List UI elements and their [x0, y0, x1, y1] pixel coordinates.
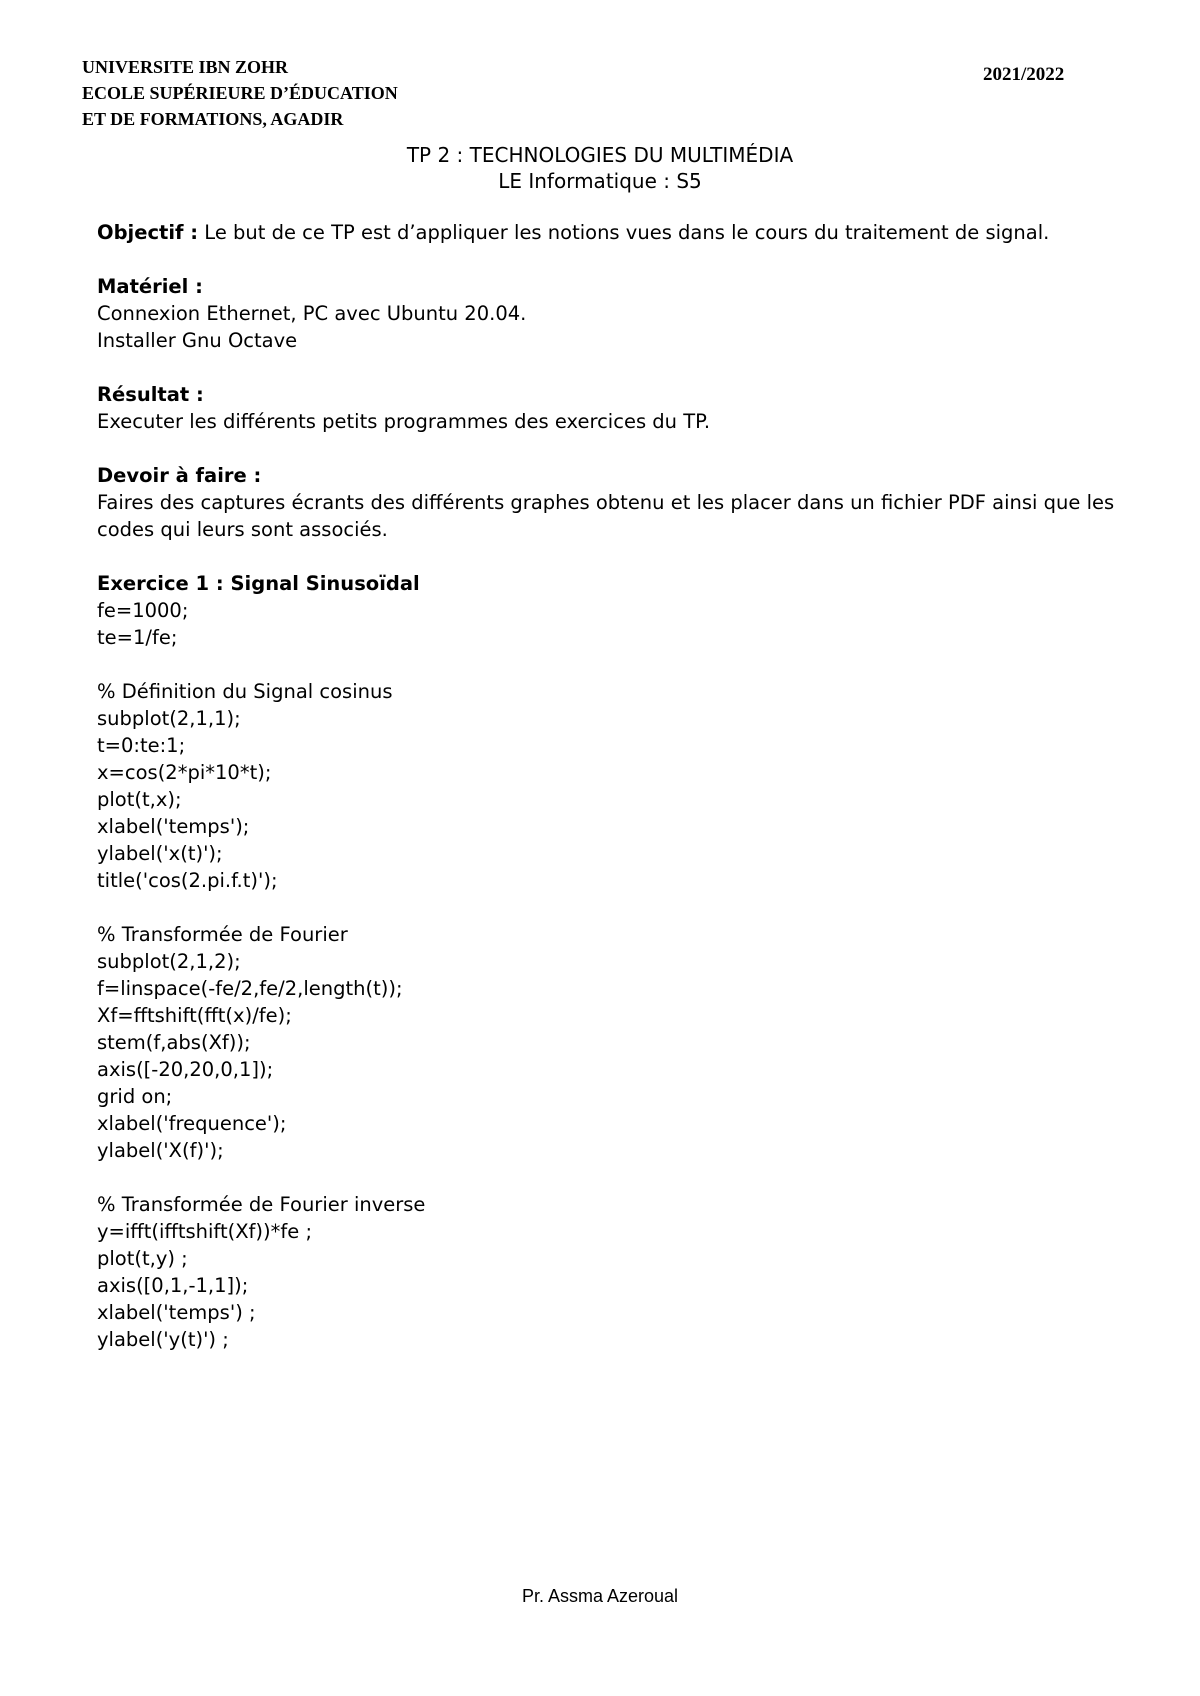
code-line: t=0:te:1;	[97, 734, 186, 757]
code-line: x=cos(2*pi*10*t);	[97, 761, 272, 784]
exercice1-code	[97, 597, 1137, 1353]
code-line: axis([-20,20,0,1]);	[97, 1058, 274, 1081]
code-line: xlabel('temps');	[97, 815, 250, 838]
title-line-2: LE Informatique : S5	[498, 169, 702, 193]
institution-block	[82, 54, 398, 132]
code-line: % Transformée de Fourier inverse	[97, 1193, 426, 1216]
code-line: ylabel('X(f)');	[97, 1139, 224, 1162]
code-line: % Transformée de Fourier	[97, 923, 348, 946]
devoir-label: Devoir à faire :	[97, 464, 262, 487]
code-line: title('cos(2.pi.f.t)');	[97, 869, 278, 892]
code-line: xlabel('temps') ;	[97, 1301, 256, 1324]
institution-line: ECOLE SUPÉRIEURE D’ÉDUCATION	[82, 83, 398, 103]
materiel-label: Matériel :	[97, 275, 203, 298]
institution-line: ET DE FORMATIONS, AGADIR	[82, 109, 344, 129]
academic-year: 2021/2022	[983, 64, 1065, 85]
code-line: % Définition du Signal cosinus	[97, 680, 393, 703]
footer-author: Pr. Assma Azeroual	[521, 1586, 679, 1606]
objectif-label: Objectif :	[97, 221, 199, 244]
resultat-label: Résultat :	[97, 383, 204, 406]
code-line: plot(t,x);	[97, 788, 182, 811]
exercice1-label: Exercice 1 : Signal Sinusoïdal	[97, 572, 420, 595]
code-line: y=ifft(ifftshift(Xf))*fe ;	[97, 1220, 313, 1243]
code-line: ylabel('y(t)') ;	[97, 1328, 229, 1351]
resultat-text: Executer les différents petits programmes des exercices du TP.	[97, 410, 711, 433]
document-body	[97, 219, 1137, 1353]
code-line: te=1/fe;	[97, 626, 178, 649]
code-line: plot(t,y) ;	[97, 1247, 188, 1270]
code-blank-line	[97, 894, 1137, 921]
code-blank-line	[97, 651, 1137, 678]
objectif-text: Le but de ce TP est d’appliquer les notions vues dans le cours du traitement de signal.	[204, 221, 1050, 244]
code-line: subplot(2,1,2);	[97, 950, 241, 973]
institution-line: UNIVERSITE IBN ZOHR	[82, 57, 289, 77]
materiel-line: Installer Gnu Octave	[97, 329, 298, 352]
code-line: ylabel('x(t)');	[97, 842, 223, 865]
code-line: fe=1000;	[97, 599, 189, 622]
code-blank-line	[97, 1164, 1137, 1191]
code-line: xlabel('frequence');	[97, 1112, 287, 1135]
devoir-text: Faires des captures écrants des différents graphes obtenu et les placer dans un fichier PDF ainsi que les codes qui leurs sont associés.	[97, 491, 1115, 541]
code-line: f=linspace(-fe/2,fe/2,length(t));	[97, 977, 403, 1000]
code-line: stem(f,abs(Xf));	[97, 1031, 251, 1054]
code-line: axis([0,1,-1,1]);	[97, 1274, 249, 1297]
materiel-line: Connexion Ethernet, PC avec Ubuntu 20.04.	[97, 302, 527, 325]
code-line: Xf=fftshift(fft(x)/fe);	[97, 1004, 292, 1027]
objectif-section	[97, 219, 1137, 246]
code-line: grid on;	[97, 1085, 173, 1108]
code-line: subplot(2,1,1);	[97, 707, 241, 730]
title-line-1: TP 2 : TECHNOLOGIES DU MULTIMÉDIA	[406, 143, 794, 167]
document-title	[0, 142, 1200, 194]
